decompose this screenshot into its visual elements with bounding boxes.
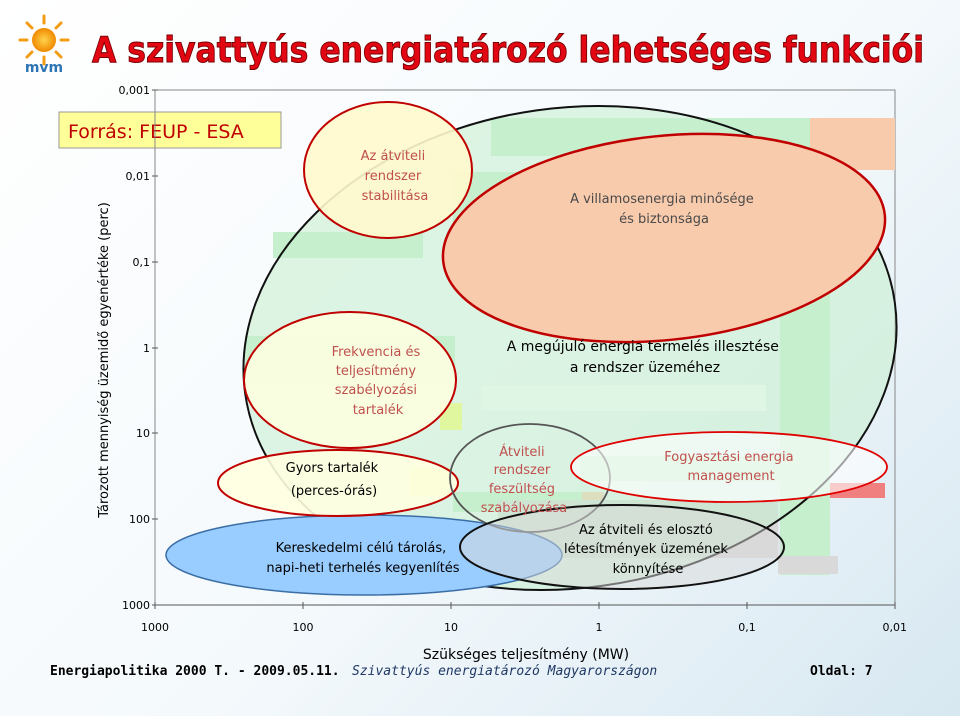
y-axis (97, 84, 158, 612)
footer-left: Energiapolitika 2000 T. - 2009.05.11. (50, 664, 340, 679)
x-axis (141, 602, 907, 663)
source-box (59, 112, 281, 148)
label-gyors-tartalek: Gyors tartalék (perces-órás) (285, 461, 379, 499)
source-label: Forrás: FEUP - ESA (68, 121, 244, 143)
label-atviteli-elosztas: Az átviteli és elosztó létesítmények üzemének könnyítése (563, 523, 728, 577)
x-tick-label: 1000 (141, 621, 169, 634)
label-villamosenergia: A villamosenergia minősége és biztonsága (570, 192, 754, 227)
x-tick-label: 0,1 (738, 621, 756, 634)
footer-center: Szivattyús energiatározó Magyarországon (352, 664, 658, 679)
y-tick-label: 0,001 (118, 84, 150, 97)
x-axis-label: Szükséges teljesítmény (MW) (422, 647, 630, 663)
slide-title: A szivattyús energiatározó lehetséges funkciói (92, 30, 924, 71)
y-tick-label: 0,01 (125, 170, 150, 183)
y-axis-label: Tározott mennyiség üzemidő egyenértéke (perc) (97, 202, 112, 518)
label-fogyasztasi: Fogyasztási energia management (664, 450, 794, 484)
y-tick-label: 0,1 (132, 256, 150, 269)
x-tick-labels (141, 602, 907, 634)
label-feszultseg: Átviteli rendszer feszültség szabályozása (480, 445, 568, 516)
band-gray (778, 556, 838, 574)
y-tick-label: 1 (143, 342, 150, 355)
label-frekvencia: Frekvencia és teljesítmény szabélyozási tartalék (331, 345, 421, 418)
footer-page (810, 664, 873, 679)
footer-page-label: Oldal: (810, 664, 857, 679)
y-tick-labels (119, 84, 159, 612)
logo-text: mvm (24, 60, 64, 76)
x-tick-label: 10 (444, 621, 458, 634)
x-tick-label: 0,01 (882, 621, 907, 634)
mvm-logo (20, 16, 68, 76)
label-rendszer-stabilitas: Az átviteli rendszer stabilitása (360, 149, 429, 204)
x-tick-label: 100 (292, 621, 314, 634)
ellipse-fogyasztasi (571, 432, 887, 502)
footer-page-number: 7 (864, 664, 873, 679)
y-tick-label: 1000 (122, 599, 150, 612)
label-kereskedelmi: Kereskedelmi célú tárolás, napi-heti terhelés kegyenlítés (266, 541, 460, 576)
label-megujulo: A megújuló energia termelés illesztése a rendszer üzeméhez (506, 339, 779, 376)
y-tick-label: 10 (136, 427, 150, 440)
ellipse-gyors-tartalek (218, 450, 458, 516)
y-tick-label: 100 (129, 513, 150, 526)
sun-icon (20, 16, 68, 64)
x-tick-label: 1 (595, 621, 603, 634)
ellipse-frekvencia (244, 312, 456, 448)
